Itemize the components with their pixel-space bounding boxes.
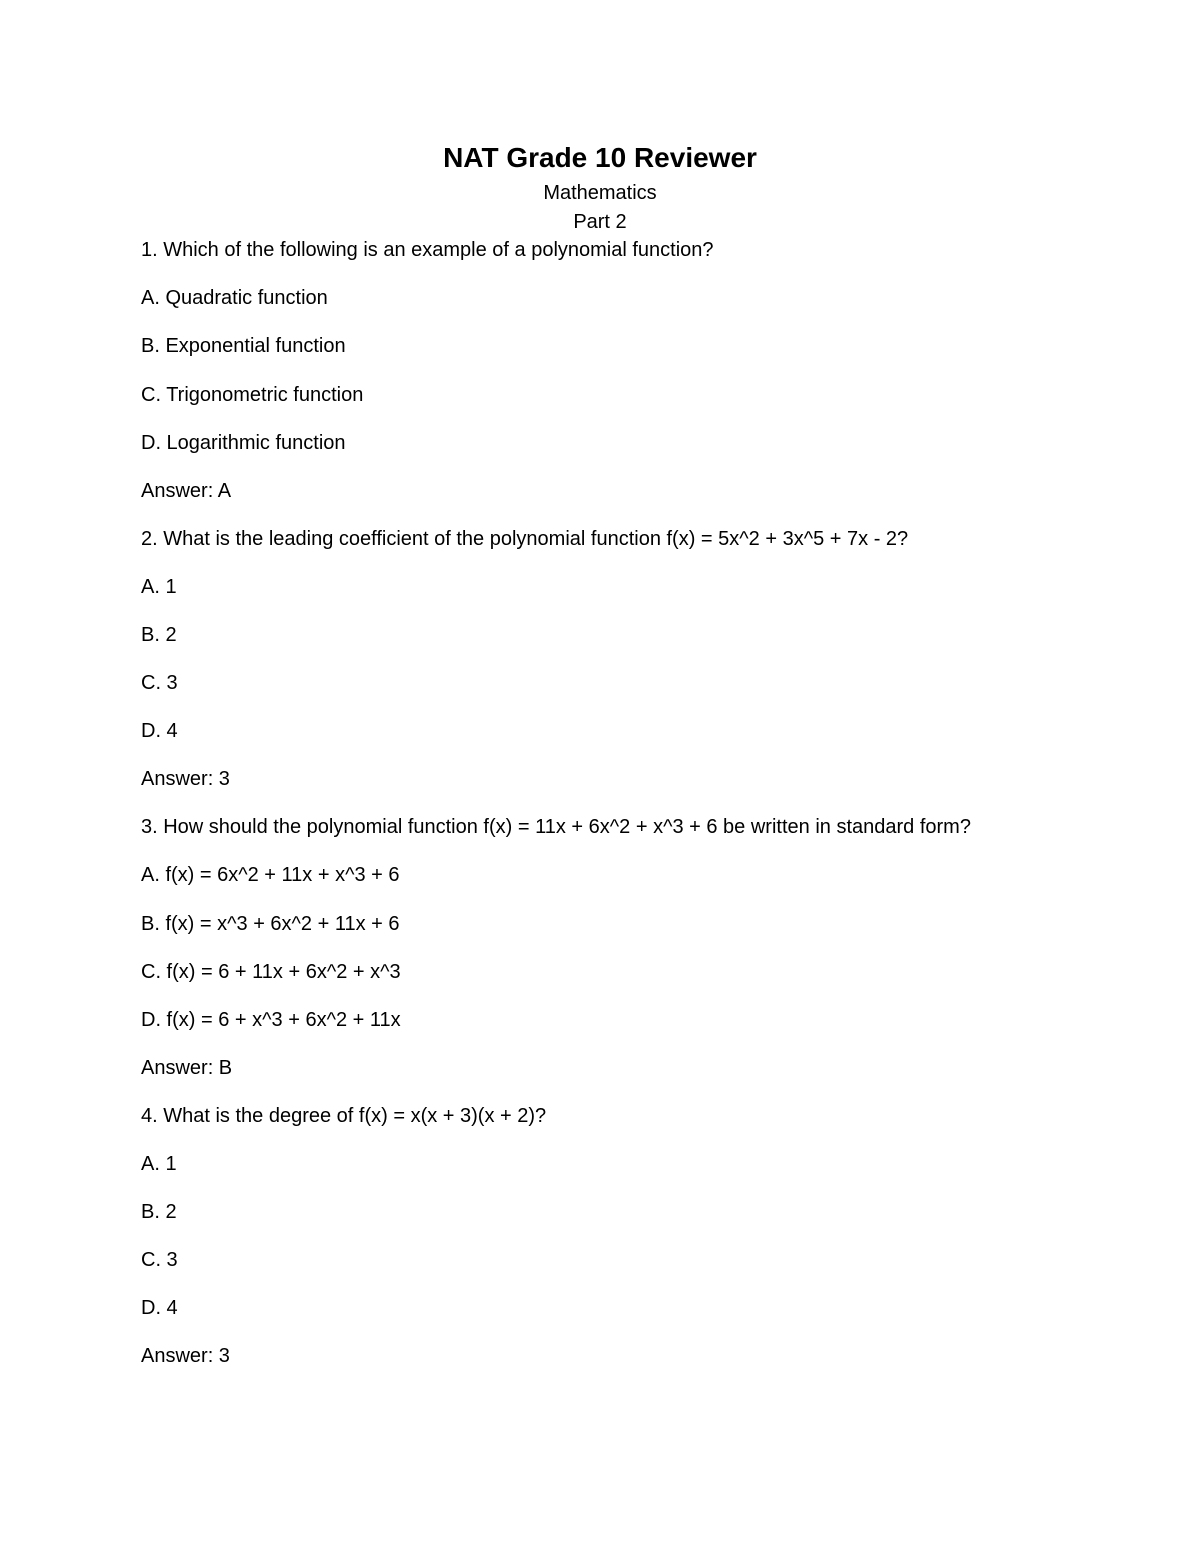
question-2-choice-b: B. 2	[141, 624, 177, 646]
question-3-choice-c: C. f(x) = 6 + 11x + 6x^2 + x^3	[141, 961, 401, 983]
question-1-choice-c: C. Trigonometric function	[141, 384, 364, 406]
question-2-choice-d: D. 4	[141, 720, 178, 742]
question-2-choice-c: C. 3	[141, 672, 178, 694]
question-3-text: 3. How should the polynomial function f(x) = 11x + 6x^2 + x^3 + 6 be written in standard form?	[141, 816, 971, 838]
question-2-answer: Answer: 3	[141, 768, 230, 790]
question-4-choice-b: B. 2	[141, 1201, 177, 1223]
question-1-text: 1. Which of the following is an example of a polynomial function?	[141, 239, 714, 261]
question-4-choice-d: D. 4	[141, 1297, 178, 1319]
question-2-text: 2. What is the leading coefficient of the polynomial function f(x) = 5x^2 + 3x^5 + 7x - 2?	[141, 528, 909, 550]
question-1-choice-b: B. Exponential function	[141, 335, 346, 357]
document-subject: Mathematics	[543, 182, 657, 204]
question-4-text: 4. What is the degree of f(x) = x(x + 3)(x + 2)?	[141, 1105, 547, 1127]
question-3-answer: Answer: B	[141, 1057, 233, 1079]
question-3-choice-a: A. f(x) = 6x^2 + 11x + x^3 + 6	[141, 864, 400, 886]
question-1-choice-d: D. Logarithmic function	[141, 432, 346, 454]
question-1-choice-a: A. Quadratic function	[141, 287, 328, 309]
document-part: Part 2	[573, 211, 627, 233]
question-4-choice-a: A. 1	[141, 1153, 177, 1175]
question-2-choice-a: A. 1	[141, 576, 177, 598]
question-3-choice-d: D. f(x) = 6 + x^3 + 6x^2 + 11x	[141, 1009, 401, 1031]
document-title: NAT Grade 10 Reviewer	[443, 142, 757, 173]
question-3-choice-b: B. f(x) = x^3 + 6x^2 + 11x + 6	[141, 913, 400, 935]
question-1-answer: Answer: A	[141, 480, 232, 502]
question-4-choice-c: C. 3	[141, 1249, 178, 1271]
question-4-answer: Answer: 3	[141, 1345, 230, 1367]
